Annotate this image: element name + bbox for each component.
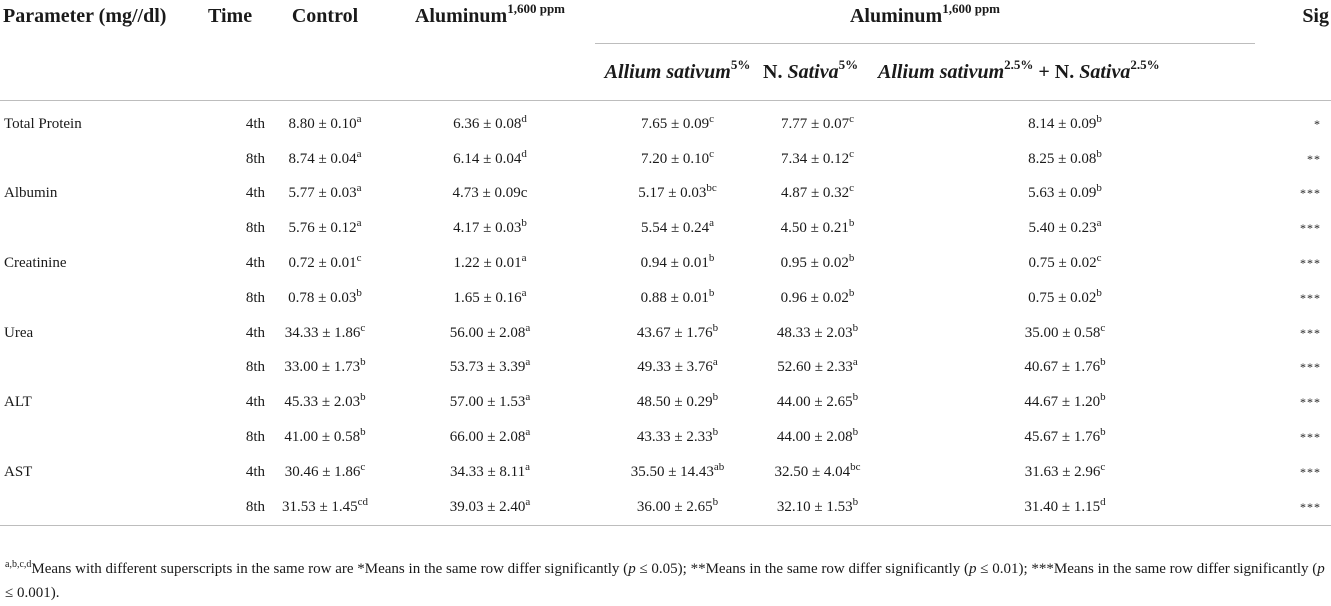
time-value: 8th [245,359,265,376]
table-row [0,455,1331,490]
control-value: 8.74 ± 0.04$^a$ [288,147,362,167]
header-control: Control [291,5,359,27]
n-sativa-value: 48.33 ± 2.03$^b$ [776,321,859,341]
combination-value: 40.67 ± 1.76$^b$ [1024,356,1106,376]
significance-value: *** [1300,360,1321,375]
parameter-name [0,490,205,525]
significance-value: *** [1300,256,1321,271]
control-value: 30.46 ± 1.86$^c$ [284,460,366,480]
allium-sativum-value: 7.65 ± 0.09$^c$ [640,112,715,132]
combination-value: 0.75 ± 0.02$^b$ [1028,286,1102,306]
parameter-name: Urea [4,324,34,341]
control-value: 31.53 ± 1.45$^{cd}$ [281,495,369,515]
control-value: 8.80 ± 0.10$^a$ [288,112,362,132]
allium-sativum-value: 35.50 ± 14.43$^{ab}$ [630,460,725,480]
parameter-name [0,211,205,246]
allium-sativum-value: 0.94 ± 0.01$^b$ [640,252,715,272]
time-value: 8th [245,429,265,446]
time-value: 8th [245,150,265,167]
parameter-name [0,420,205,455]
allium-sativum-value: 0.88 ± 0.01$^b$ [640,286,715,306]
allium-sativum-value: 36.00 ± 2.65$^b$ [636,495,719,515]
n-sativa-value: 0.96 ± 0.02$^b$ [780,286,855,306]
time-value: 4th [245,255,265,272]
significance-value: * [1314,116,1321,131]
table-row [0,211,1331,246]
header-parameter: Parameter (mg//dl) [3,5,167,27]
allium-sativum-value: 7.20 ± 0.10$^c$ [640,147,715,167]
header-aluminum: Aluminum$^{1,600 ppm}$ [414,1,566,27]
combination-value: 35.00 ± 0.58$^c$ [1024,321,1106,341]
aluminum-value: 34.33 ± 8.11$^a$ [449,460,531,480]
time-value: 8th [245,289,265,306]
table-row [0,246,1331,281]
aluminum-value: 66.00 ± 2.08$^a$ [449,426,531,446]
n-sativa-value: 32.50 ± 4.04$^{bc}$ [774,460,861,480]
time-value: 8th [245,220,265,237]
time-value: 8th [245,498,265,515]
aluminum-value: 39.03 ± 2.40$^a$ [449,495,531,515]
time-value: 4th [245,115,265,132]
parameter-name: Albumin [4,185,58,202]
header-time: Time [208,5,253,27]
table-body [0,101,1331,525]
time-value: 4th [245,394,265,411]
combination-value: 5.63 ± 0.09$^b$ [1028,182,1102,202]
control-value: 41.00 ± 0.58$^b$ [284,426,366,446]
aluminum-value: 57.00 ± 1.53$^a$ [449,391,531,411]
control-value: 5.77 ± 0.03$^a$ [288,182,362,202]
combination-value: 31.40 ± 1.15$^d$ [1024,495,1106,515]
allium-sativum-value: 48.50 ± 0.29$^b$ [636,391,719,411]
combination-value: 0.75 ± 0.02$^c$ [1028,252,1102,272]
header-group-aluminum: Aluminum$^{1,600 ppm}$ [595,0,1255,44]
n-sativa-value: 52.60 ± 2.33$^a$ [777,356,858,376]
combination-value: 31.63 ± 2.96$^c$ [1024,460,1106,480]
aluminum-value: 4.17 ± 0.03$^b$ [453,217,527,237]
control-value: 0.78 ± 0.03$^b$ [288,286,362,306]
header-row-1 [0,0,1331,44]
aluminum-value: 6.14 ± 0.04$^d$ [453,147,527,167]
parameter-name [0,281,205,316]
significance-value: *** [1300,221,1321,236]
parameter-name: Total Protein [4,115,82,132]
table-row [0,351,1331,386]
combination-value: 5.40 ± 0.23$^a$ [1028,217,1102,237]
allium-sativum-value: 43.67 ± 1.76$^b$ [636,321,719,341]
parameter-name: AST [4,463,33,480]
aluminum-value: 4.73 ± 0.09c [452,185,528,202]
significance-value: *** [1300,499,1321,514]
n-sativa-value: 4.87 ± 0.32$^c$ [780,182,855,202]
time-value: 4th [245,324,265,341]
table-row [0,101,1331,142]
allium-sativum-value: 5.17 ± 0.03$^{bc}$ [638,182,717,202]
significance-value: *** [1300,186,1321,201]
n-sativa-value: 7.34 ± 0.12$^c$ [780,147,855,167]
time-value: 4th [245,463,265,480]
control-value: 45.33 ± 2.03$^b$ [284,391,366,411]
aluminum-value: 6.36 ± 0.08$^d$ [453,112,527,132]
table-row [0,316,1331,351]
table-row [0,385,1331,420]
n-sativa-value: 7.77 ± 0.07$^c$ [780,112,855,132]
table-row [0,420,1331,455]
combination-value: 8.14 ± 0.09$^b$ [1028,112,1102,132]
parameter-name [0,351,205,386]
n-sativa-value: 44.00 ± 2.08$^b$ [776,426,859,446]
parameter-name [0,142,205,177]
significance-value: *** [1300,395,1321,410]
header-row-2 [0,44,1331,101]
allium-sativum-value: 5.54 ± 0.24$^a$ [640,217,715,237]
allium-sativum-value: 43.33 ± 2.33$^b$ [636,426,719,446]
significance-value: *** [1300,464,1321,479]
header-combination: Allium sativum$^{2.5\%}$ + N. Sativa$^{2.5\%}$ [878,57,1160,83]
control-value: 0.72 ± 0.01$^c$ [288,252,362,272]
n-sativa-value: 4.50 ± 0.21$^b$ [780,217,855,237]
n-sativa-value: 32.10 ± 1.53$^b$ [776,495,859,515]
n-sativa-value: 44.00 ± 2.65$^b$ [776,391,859,411]
time-value: 4th [245,185,265,202]
table-row [0,177,1331,212]
aluminum-value: 53.73 ± 3.39$^a$ [449,356,531,376]
header-n-sativa: N. Sativa$^{5\%}$ [763,57,859,83]
table-row [0,490,1331,525]
control-value: 34.33 ± 1.86$^c$ [284,321,366,341]
header-sig: Sig [1302,5,1329,27]
significance-value: *** [1300,290,1321,305]
parameter-name: Creatinine [4,255,67,272]
footer-divider [0,525,1331,526]
control-value: 33.00 ± 1.73$^b$ [284,356,366,376]
significance-value: ** [1307,151,1321,166]
aluminum-value: 1.65 ± 0.16$^a$ [453,286,527,306]
parameter-name: ALT [4,394,32,411]
control-value: 5.76 ± 0.12$^a$ [288,217,362,237]
table-row [0,281,1331,316]
aluminum-value: 56.00 ± 2.08$^a$ [449,321,531,341]
allium-sativum-value: 49.33 ± 3.76$^a$ [637,356,718,376]
significance-value: *** [1300,430,1321,445]
combination-value: 8.25 ± 0.08$^b$ [1028,147,1102,167]
significance-value: *** [1300,325,1321,340]
combination-value: 44.67 ± 1.20$^b$ [1024,391,1106,411]
table-row [0,142,1331,177]
aluminum-value: 1.22 ± 0.01$^a$ [453,252,527,272]
combination-value: 45.67 ± 1.76$^b$ [1024,426,1106,446]
footnote: $^{a,b,c,d}$Means with different superscripts in the same row are *Means in the same row differ significantly (p ≤ 0.05); **Means in the same row differ significantly (p ≤ 0.01); ***Means in the same row differ significantly (p ≤ 0.001). [5,559,1325,601]
header-allium-sativum: Allium sativum$^{5\%}$ [604,57,751,83]
n-sativa-value: 0.95 ± 0.02$^b$ [780,252,855,272]
